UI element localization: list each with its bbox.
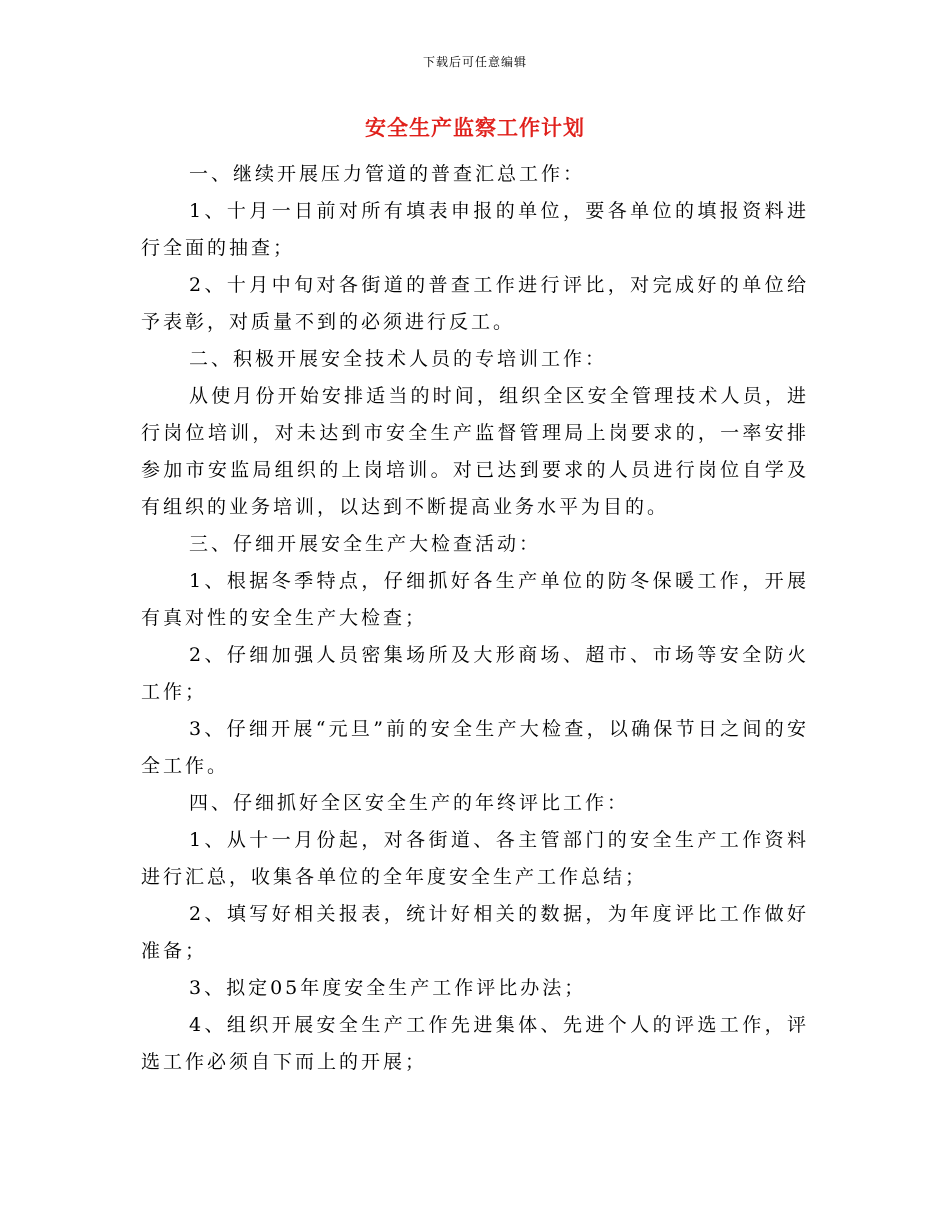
paragraph: 2、十月中旬对各街道的普查工作进行评比，对完成好的单位给予表彰，对质量不到的必须进行反工。 [141,274,809,333]
paragraph: 2、仔细加强人员密集场所及大形商场、超市、市场等安全防火工作； [141,644,809,703]
paragraph: 1、十月一日前对所有填表申报的单位，要各单位的填报资料进行全面的抽查； [141,200,809,259]
section-heading-4: 四、仔细抓好全区安全生产的年终评比工作： [189,792,630,814]
header-note: 下载后可任意编辑 [422,55,527,69]
section-heading-2: 二、积极开展安全技术人员的专培训工作： [189,348,608,370]
paragraph: 从使月份开始安排适当的时间，组织全区安全管理技术人员，进行岗位培训，对未达到市安全生产监督管理局上岗要求的，一率安排参加市安监局组织的上岗培训。对已达到要求的人员进行岗位自学及有组织的业务培训，以达到不断提高业务水平为目的。 [141,385,809,518]
paragraph: 1、从十一月份起，对各街道、各主管部门的安全生产工作资料进行汇总，收集各单位的全年度安全生产工作总结； [141,829,809,888]
section-heading-1: 一、继续开展压力管道的普查汇总工作： [189,163,586,185]
paragraph: 2、填写好相关报表，统计好相关的数据，为年度评比工作做好准备； [141,903,809,962]
paragraph: 1、根据冬季特点，仔细抓好各生产单位的防冬保暖工作，开展有真对性的安全生产大检查； [141,570,809,629]
document-title: 安全生产监察工作计划 [365,115,585,140]
paragraph: 3、拟定05年度安全生产工作评比办法； [189,977,587,999]
document-body [141,156,809,1081]
paragraph: 3、仔细开展“元旦”前的安全生产大检查，以确保节日之间的安全工作。 [141,718,809,777]
paragraph: 4、组织开展安全生产工作先进集体、先进个人的评选工作，评选工作必须自下而上的开展； [141,1014,809,1073]
section-heading-3: 三、仔细开展安全生产大检查活动： [189,533,542,555]
